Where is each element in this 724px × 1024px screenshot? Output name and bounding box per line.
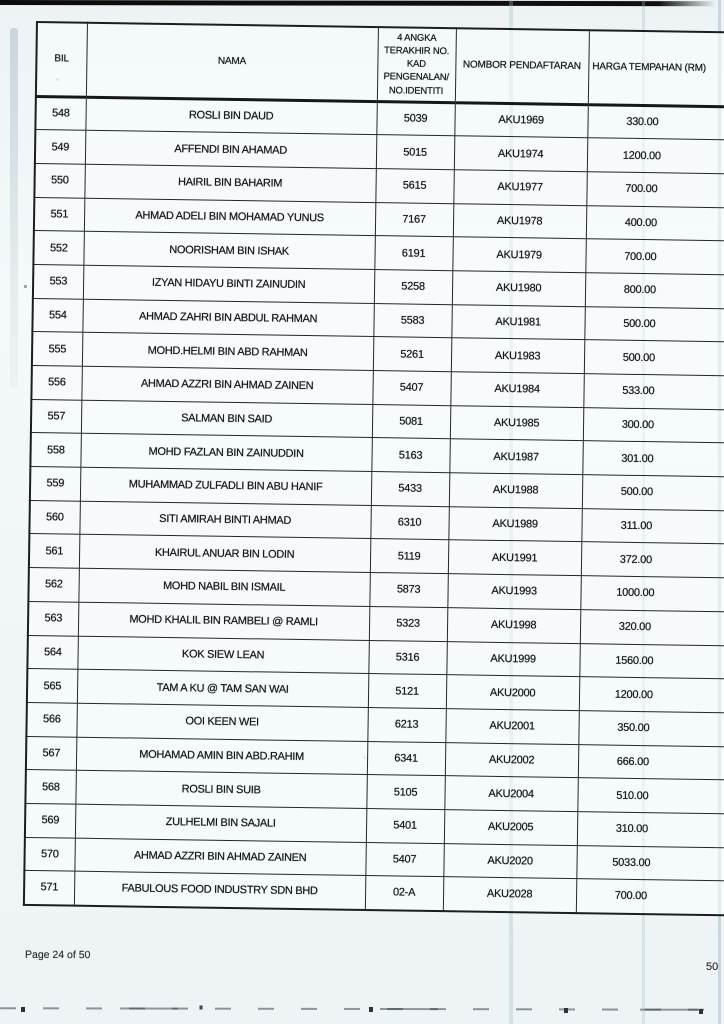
registration-price-table (23, 21, 724, 916)
cell-harga: 500.00 (584, 306, 724, 342)
cell-nama: KOK SIEW LEAN (77, 636, 368, 674)
header-row (36, 22, 724, 107)
cell-nombor: AKU1999 (446, 641, 579, 677)
cell-harga: 311.00 (581, 508, 724, 544)
cell-nombor: AKU1979 (452, 237, 585, 273)
tempahan-table (23, 21, 724, 916)
col-header-bil: BIL (36, 22, 87, 97)
page-number-right-edge: 50 (706, 961, 719, 973)
cell-id4: 02-A (365, 876, 443, 911)
scan-edge-bottom (0, 1007, 724, 1011)
col-header-id4: 4 ANGKA TERAKHIR NO. KAD PENGENALAN/ NO.IDENTITI (377, 27, 456, 102)
scan-edge-top (0, 0, 716, 6)
cell-bil: 551 (34, 197, 84, 231)
cell-id4: 5873 (369, 573, 447, 608)
cell-nama: ROSLI BIN DAUD (85, 97, 376, 135)
cell-bil: 568 (25, 770, 75, 804)
table-header (36, 22, 724, 107)
cell-id4: 5316 (368, 640, 446, 675)
cell-nombor: AKU1993 (447, 574, 580, 610)
cell-nombor: AKU1980 (452, 271, 585, 307)
cell-bil: 550 (34, 163, 84, 197)
cell-harga: 372.00 (581, 542, 724, 578)
cell-id4: 5039 (376, 101, 454, 136)
cell-nama: HAIRIL BIN BAHARIM (84, 164, 375, 202)
cell-harga: 700.00 (586, 172, 724, 208)
cell-id4: 6341 (367, 741, 445, 776)
cell-id4: 5121 (368, 674, 446, 709)
page-number-label: Page 24 of 50 (24, 948, 91, 962)
cell-id4: 6213 (367, 707, 445, 742)
cell-bil: 566 (26, 702, 76, 736)
cell-nama: ROSLI BIN SUIB (75, 770, 366, 808)
cell-nombor: AKU2005 (444, 810, 577, 846)
cell-nombor: AKU1978 (453, 203, 586, 239)
cell-nombor: AKU1977 (453, 170, 586, 206)
cell-id4: 5433 (371, 472, 449, 507)
col-header-nama: NAMA (86, 23, 378, 101)
cell-nama: AHMAD AZZRI BIN AHMAD ZAINEN (81, 366, 372, 404)
cell-bil: 570 (24, 837, 74, 871)
cell-harga: 510.00 (577, 778, 724, 814)
cell-bil: 552 (33, 231, 83, 265)
cell-nama: AHMAD ADELI BIN MOHAMAD YUNUS (84, 198, 375, 236)
cell-bil: 558 (30, 433, 80, 467)
cell-id4: 5401 (366, 808, 444, 843)
cell-nombor: AKU1991 (448, 540, 581, 576)
cell-id4: 5163 (371, 438, 449, 473)
cell-id4: 5407 (365, 842, 443, 877)
cell-nombor: AKU1969 (454, 102, 587, 138)
cell-nama: TAM A KU @ TAM SAN WAI (77, 669, 368, 707)
cell-bil: 556 (31, 365, 81, 399)
col-header-nombor: NOMBOR PENDAFTARAN (455, 28, 589, 104)
cell-bil: 567 (26, 736, 76, 770)
cell-nama: IZYAN HIDAYU BINTI ZAINUDIN (83, 265, 374, 303)
cell-nama: NOORISHAM BIN ISHAK (83, 231, 374, 269)
col-header-harga: HARGA TEMPAHAN (RM) (588, 30, 724, 106)
cell-bil: 560 (29, 500, 79, 534)
cell-nombor: AKU1981 (451, 304, 584, 340)
cell-id4: 5119 (370, 539, 448, 574)
cell-harga: 500.00 (584, 340, 724, 376)
cell-nama: MOHD KHALIL BIN RAMBELI @ RAMLI (78, 602, 369, 640)
cell-nombor: AKU1998 (447, 607, 580, 643)
cell-harga: 500.00 (582, 475, 724, 511)
cell-nama: MUHAMMAD ZULFADLI BIN ABU HANIF (80, 467, 371, 505)
cell-nombor: AKU2020 (443, 843, 576, 879)
cell-nama: AHMAD ZAHRI BIN ABDUL RAHMAN (82, 299, 373, 337)
cell-bil: 562 (28, 568, 78, 602)
cell-bil: 553 (33, 264, 83, 298)
cell-id4: 5323 (369, 606, 447, 641)
scan-edge-dots (0, 0, 2, 3)
cell-bil: 554 (32, 298, 82, 332)
cell-bil: 561 (29, 534, 79, 568)
cell-harga: 800.00 (585, 273, 724, 309)
cell-nama: KHAIRUL ANUAR BIN LODIN (79, 535, 370, 573)
cell-id4: 5407 (372, 371, 450, 406)
cell-harga: 350.00 (578, 711, 724, 747)
cell-harga: 700.00 (585, 239, 724, 275)
cell-bil: 571 (24, 871, 74, 905)
cell-harga: 310.00 (577, 812, 724, 848)
cell-harga: 666.00 (578, 744, 724, 780)
cell-nama: MOHD.HELMI BIN ABD RAHMAN (82, 333, 373, 371)
cell-nombor: AKU1989 (448, 506, 581, 542)
cell-bil: 549 (35, 130, 85, 164)
cell-nama: MOHAMAD AMIN BIN ABD.RAHIM (76, 737, 367, 775)
scan-shadow (10, 28, 18, 388)
cell-id4: 6310 (370, 505, 448, 540)
cell-nombor: AKU2004 (444, 776, 577, 812)
cell-id4: 5615 (375, 168, 453, 203)
cell-nombor: AKU1988 (449, 473, 582, 509)
cell-id4: 5105 (366, 775, 444, 810)
cell-harga: 1200.00 (579, 677, 724, 713)
cell-nombor: AKU1985 (450, 405, 583, 441)
cell-id4: 5261 (373, 337, 451, 372)
cell-harga: 1560.00 (579, 643, 724, 679)
cell-harga: 533.00 (583, 374, 724, 410)
cell-id4: 6191 (374, 236, 452, 271)
cell-bil: 565 (27, 669, 77, 703)
cell-id4: 5015 (376, 135, 454, 170)
cell-harga: 5033.00 (576, 845, 724, 881)
cell-harga: 330.00 (587, 104, 724, 140)
cell-nama: FABULOUS FOOD INDUSTRY SDN BHD (74, 871, 365, 909)
cell-nama: AHMAD AZZRI BIN AHMAD ZAINEN (74, 838, 365, 876)
cell-nombor: AKU2028 (443, 877, 576, 913)
cell-nombor: AKU1987 (449, 439, 582, 475)
cell-nama: MOHD NABIL BIN ISMAIL (78, 568, 369, 606)
cell-nama: AFFENDI BIN AHAMAD (85, 130, 376, 168)
cell-bil: 548 (35, 96, 85, 130)
cell-harga: 1000.00 (580, 576, 724, 612)
cell-nama: SITI AMIRAH BINTI AHMAD (79, 501, 370, 539)
cell-id4: 5583 (373, 303, 451, 338)
cell-bil: 564 (27, 635, 77, 669)
cell-nama: OOI KEEN WEI (76, 703, 367, 741)
cell-harga: 400.00 (586, 205, 724, 241)
cell-id4: 5258 (374, 269, 452, 304)
cell-bil: 555 (32, 332, 82, 366)
cell-nama: SALMAN BIN SAID (81, 400, 372, 438)
cell-nombor: AKU2002 (445, 742, 578, 778)
table-body (24, 96, 724, 915)
cell-nama: MOHD FAZLAN BIN ZAINUDDIN (80, 434, 371, 472)
cell-bil: 557 (31, 399, 81, 433)
cell-nombor: AKU2000 (446, 675, 579, 711)
cell-harga: 301.00 (582, 441, 724, 477)
cell-harga: 320.00 (580, 609, 724, 645)
cell-nombor: AKU2001 (445, 709, 578, 745)
cell-harga: 700.00 (576, 879, 724, 915)
cell-nama: ZULHELMI BIN SAJALI (75, 804, 366, 842)
cell-bil: 569 (25, 803, 75, 837)
cell-harga: 1200.00 (587, 138, 724, 174)
cell-nombor: AKU1983 (451, 338, 584, 374)
cell-nombor: AKU1984 (450, 372, 583, 408)
cell-bil: 559 (30, 467, 80, 501)
cell-id4: 7167 (375, 202, 453, 237)
cell-bil: 563 (28, 601, 78, 635)
cell-nombor: AKU1974 (454, 136, 587, 172)
cell-harga: 300.00 (583, 407, 724, 443)
cell-id4: 5081 (372, 404, 450, 439)
